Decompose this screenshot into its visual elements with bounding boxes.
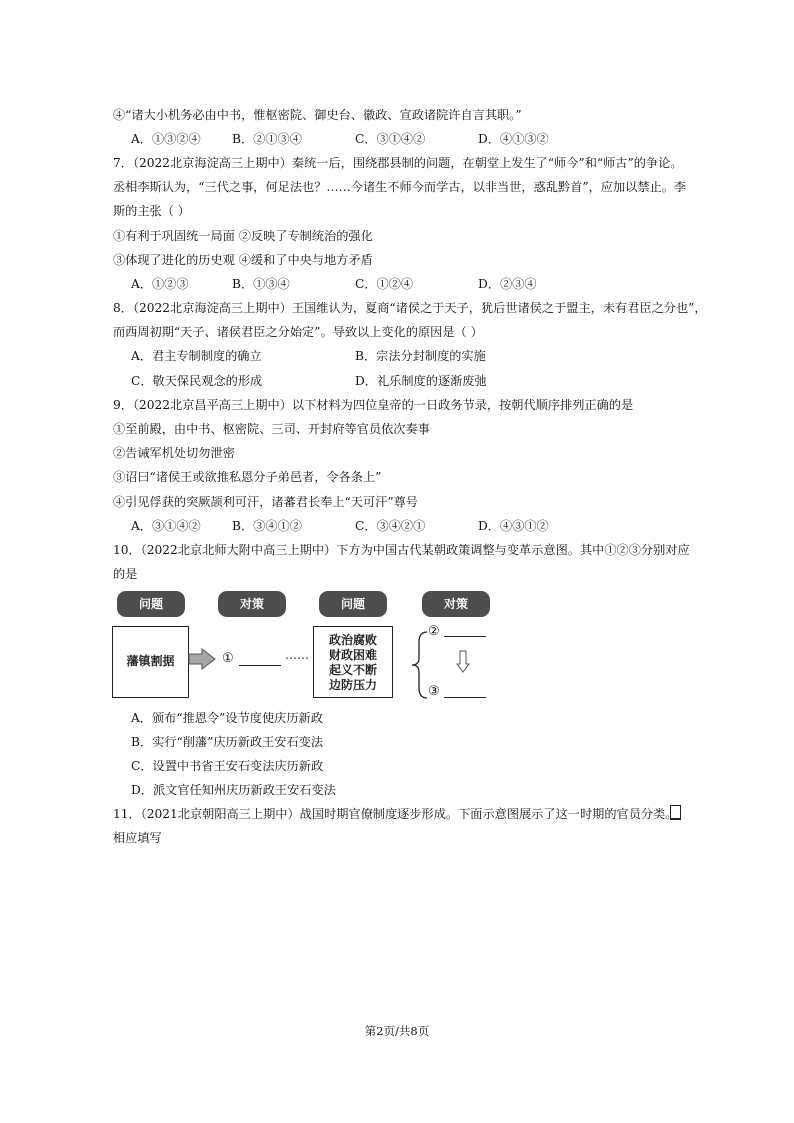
q7-option-d: D．②③④ <box>478 277 537 291</box>
q10-stem-line-2: 的是 <box>113 567 138 581</box>
q8-option-a: A．君主专制制度的确立 <box>131 349 262 363</box>
marker-2: ② <box>428 624 440 639</box>
problem-box-2-line-4: 边防压力 <box>328 678 377 692</box>
q9-statement-2: ②告诫军机处切勿泄密 <box>113 446 235 460</box>
label-countermeasure-1: 对策 <box>218 591 286 617</box>
q10-stem-line-1: 10．（2022北京北师大附中高三上期中）下方为中国古代某朝政策调整与变革示意图。其中①②③分别对应 <box>113 543 690 557</box>
label-problem-1: 问题 <box>117 591 185 617</box>
arrow-down-icon <box>456 650 470 674</box>
q10-option-a: A．颁布“推恩令”设节度使庆历新政 <box>131 711 323 725</box>
q7-option-b: B．①③④ <box>232 277 290 291</box>
page-footer: 第2页/共8页 <box>364 1024 430 1038</box>
label-problem-2: 问题 <box>319 591 387 617</box>
q9-option-c: C．③④②① <box>355 519 426 533</box>
marker-3: ③ <box>428 684 440 699</box>
q9-statement-1: ①至前殿，由中书、枢密院、三司、开封府等官员依次奏事 <box>113 422 430 436</box>
blank-3 <box>444 697 486 698</box>
option-d: D．④①③② <box>478 132 549 146</box>
q8-option-c: C．敬天保民观念的形成 <box>131 374 263 388</box>
ellipsis: …… <box>285 648 309 662</box>
q9-option-d: D．④③①② <box>478 519 549 533</box>
q7-option-c: C．①②④ <box>355 277 414 291</box>
expand-box-icon <box>670 805 681 820</box>
q7-option-a: A．①②③ <box>131 277 189 291</box>
q7-statements-2: ③体现了进化的历史观 ④缓和了中央与地方矛盾 <box>113 253 373 267</box>
q9-statement-4: ④引见俘获的突厥颉利可汗，诸蕃君长奉上“天可汗”尊号 <box>113 495 418 509</box>
q7-stem-line-2: 丞相李斯认为，“三代之事，何足法也？……今诸生不师今而学古，以非当世，惑乱黔首”，应加以禁止。李 <box>113 180 687 194</box>
q8-option-d: D．礼乐制度的逐渐废弛 <box>355 374 487 388</box>
q10-option-d: D．派文官任知州庆历新政王安石变法 <box>131 783 336 797</box>
problem-box-2-line-3: 起义不断 <box>328 663 377 677</box>
q10-option-b: B．实行“削藩”庆历新政王安石变法 <box>131 735 324 749</box>
arrow-right-icon <box>188 648 216 670</box>
left-brace-icon <box>410 630 430 700</box>
option-b: B．②①③④ <box>232 132 302 146</box>
q8-stem-line-2: 而西周初期“天子、诸侯君臣之分始定”。导致以上变化的原因是（ ） <box>113 325 483 339</box>
problem-box-2-line-1: 政治腐败 <box>328 633 377 647</box>
option-c: C．③①④② <box>355 132 426 146</box>
q9-statement-3: ③诏曰“诸侯王或欲推私恩分子弟邑者，令各条上” <box>113 470 382 484</box>
blank-2 <box>444 636 486 637</box>
problem-box-2-line-2: 财政困难 <box>328 648 377 662</box>
problem-box-1-text: 藩镇割据 <box>126 654 175 668</box>
q7-statements-1: ①有利于巩固统一局面 ②反映了专制统治的强化 <box>113 229 373 243</box>
q11-stem-line-1: 11．（2021北京朝阳高三上期中）战国时期官僚制度逐步形成。下面示意图展示了这一时期的官员分类。 <box>113 807 678 821</box>
label-countermeasure-2: 对策 <box>422 591 490 617</box>
problem-box-1 <box>112 626 189 698</box>
marker-1: ① <box>222 651 234 666</box>
q8-stem-line-1: 8．（2022北京海淀高三上期中）王国维认为，夏商“诸侯之于天子，犹后世诸侯之于盟主，未有君臣之分也”， <box>113 301 707 315</box>
q7-stem-line-3: 斯的主张（ ） <box>113 204 190 218</box>
statement-4-top: ④“诸大小机务必由中书，惟枢密院、御史台、徽政、宣政诸院许自言其职。” <box>113 108 522 122</box>
q8-option-b: B．宗法分封制度的实施 <box>355 349 486 363</box>
q7-stem-line-1: 7．（2022北京海淀高三上期中）秦统一后，围绕郡县制的问题，在朝堂上发生了“师今”和“师古”的争论。 <box>113 156 683 170</box>
q11-stem-line-2: 相应填写 <box>113 831 162 845</box>
option-a: A．①③②④ <box>131 132 201 146</box>
q9-stem-line-1: 9．（2022北京昌平高三上期中）以下材料为四位皇帝的一日政务节录，按朝代顺序排列正确的是 <box>113 398 634 412</box>
problem-box-2 <box>313 626 393 698</box>
q10-option-c: C．设置中书省王安石变法庆历新政 <box>131 759 324 773</box>
blank-1 <box>239 665 281 666</box>
q9-option-b: B．③④①② <box>232 519 302 533</box>
q9-option-a: A．③①④② <box>131 519 201 533</box>
